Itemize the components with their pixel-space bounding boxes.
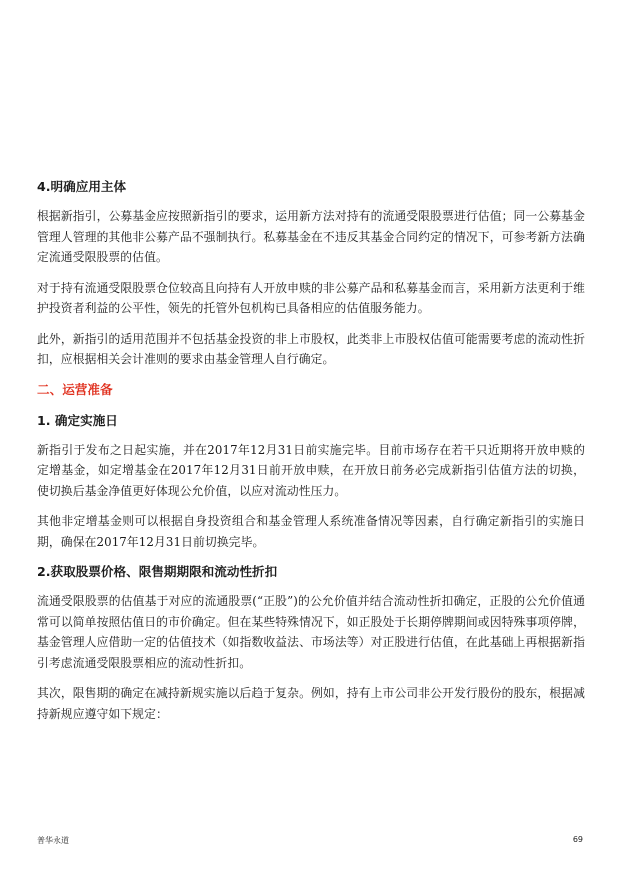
subsection-heading-1: 1. 确定实施日 [37, 412, 118, 428]
paragraph: 其次，限售期的确定在减持新规实施以后趋于复杂。例如，持有上市公司非公开发行股份的股东，根据减持新规应遵守如下规定： [37, 686, 585, 721]
section-heading-ops: 二、运营准备 [37, 381, 113, 397]
paragraph: 此外，新指引的适用范围并不包括基金投资的非上市股权，此类非上市股权估值可能需要考虑的流动性折扣，应根据相关会计准则的要求由基金管理人自行确定。 [37, 331, 585, 366]
paragraph: 流通受限股票的估值基于对应的流通股票(“正股”)的公允价值并结合流动性折扣确定，正股的公允价值通常可以简单按照估值日的市价确定。但在某些特殊情况下，如正股处于长期停牌期间或因特殊事项停牌，基金管理人应借助一定的估值技术（如指数收益法、市场法等）对正股进行估值，在此基础上再根据新指引考虑流通受限股票相应的流动性折扣。 [37, 594, 585, 670]
document-body [37, 178, 585, 724]
footer-brand: 普华永道 [37, 836, 69, 845]
page-number: 69 [572, 835, 583, 844]
paragraph: 其他非定增基金则可以根据自身投资组合和基金管理人系统准备情况等因素，自行确定新指引的实施日期，确保在2017年12月31日前切换完毕。 [37, 514, 585, 549]
subsection-heading-2: 2.获取股票价格、限售期期限和流动性折扣 [37, 564, 278, 579]
paragraph: 新指引于发布之日起实施，并在2017年12月31日前实施完毕。目前市场存在若干只近期将开放申赎的定增基金，如定增基金在2017年12月31日前开放申赎，在开放日前务必完成新指引估值方法的切换，使切换后基金净值更好体现公允价值，以应对流动性压力。 [37, 442, 585, 498]
section-heading-4: 4.明确应用主体 [37, 179, 127, 194]
paragraph: 对于持有流通受限股票仓位较高且向持有人开放申赎的非公募产品和私募基金而言，采用新方法更利于维护投资者利益的公平性，领先的托管外包机构已具备相应的估值服务能力。 [37, 280, 585, 315]
paragraph: 根据新指引，公募基金应按照新指引的要求，运用新方法对持有的流通受限股票进行估值；同一公募基金管理人管理的其他非公募产品不强制执行。私募基金在不违反其基金合同约定的情况下，可参考新方法确定流通受限股票的估值。 [37, 209, 585, 264]
